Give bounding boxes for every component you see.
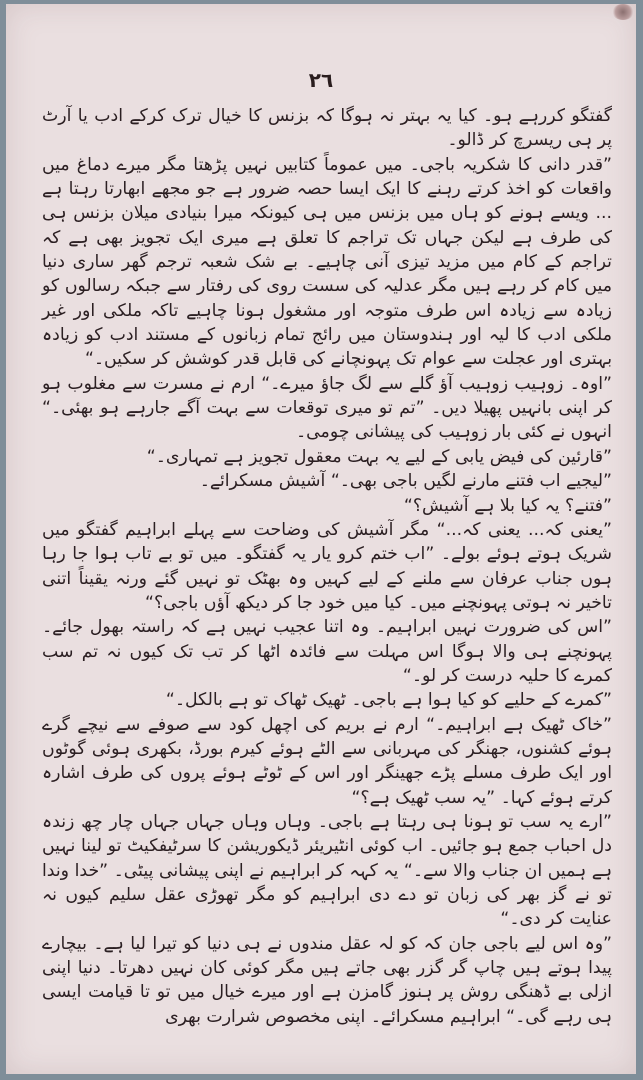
paragraph: ”قدر دانی کا شکریہ باجی۔ میں عموماً کتابیں نہیں پڑھتا مگر میرے دماغ میں واقعات کو اخذ کرتے رہنے کا ایک ایسا حصہ ضرور ہے جو مجھے ابھارتا رہتا ہے ... ویسے ہونے کو ہاں میں بزنس میں ہی کیونکہ میرا بنیادی میلان بزنس ہی کی طرف ہے لیکن جہاں تک تراجم کا تعلق ہے میری ایک تجویز بھی ہے کہ تراجم کے کام میں مزید تیزی آنی چاہیے۔ بے شک شعبہ ترجم گھر ساری دنیا میں کام کر رہے ہیں مگر عدلیہ کی سست روی کی رفتار سے جبکہ رسالوں کو زیادہ سے زیادہ اس طرف متوجہ اور مشغول ہونا چاہیے تاکہ ملکی اور غیر ملکی ادب کا لیہ اور ہندوستان میں رائج تمام زبانوں کے مستند ادب کو زیادہ بہتری اور عجلت سے عوام تک پہونچانے کی قابل قدر کوشش کر سکیں۔“	[42, 154, 612, 370]
paragraph: ”اس کی ضرورت نہیں ابراہیم۔ وہ اتنا عجیب نہیں ہے کہ راستہ بھول جائے۔ پہونچنے ہی والا ہوگا اس مہلت سے فائدہ اٹھا کر تب تک کیوں نہ تم سب کمرے کا حلیہ درست کر لو۔“	[42, 617, 612, 686]
paragraph: ”ارے یہ سب تو ہونا ہی رہتا ہے باجی۔ وہاں وہاں جہاں جہاں چار چھ زندہ دل احباب جمع ہو جائیں۔ اب کوئی انٹیریئر ڈیکوریشن کا سرٹیفکیٹ تو لینا نہیں ہے ہمیں ان جناب والا سے۔“ یہ کہہ کر ابراہیم نے اپنی پیشانی پیٹی۔ ”خدا وندا تو نے گز بھر کی زبان تو دے دی ابراہیم کو مگر تھوڑی عقل سلیم کیوں نہ عنایت کر دی۔“	[42, 811, 612, 930]
paragraph: ”کمرے کے حلیے کو کیا ہوا ہے باجی۔ ٹھیک ٹھاک تو ہے بالکل۔“	[165, 690, 612, 711]
paragraph: ”قارئین کی فیض یابی کے لیے یہ بہت معقول تجویز ہے تمہاری۔“	[146, 446, 612, 467]
paragraph: ”وہ اس لیے باجی جان کہ کو لہ عقل مندوں نے ہی دنیا کو تیرا لیا ہے۔ بیچارے پیدا ہوتے ہیں چاپ گر گزر بھی جاتے ہیں مگر کوئی کان نہیں دھرتا۔ دنیا اپنی ازلی بے ڈھنگی روش پر ہنوز گامزن ہے اور میرے خیال میں تو تا قیامت ایسی ہی رہے گی۔“ ابراہیم مسکرائے۔ اپنی مخصوص شرارت بھری	[42, 933, 612, 1027]
paper-stain	[612, 4, 634, 20]
paragraph: ”اوہ۔ زوہیب زوہیب آؤ گلے سے لگ جاؤ میرے۔“ ارم نے مسرت سے مغلوب ہو کر اپنی بانہیں پھیلا دیں۔ ”تم تو میری توقعات سے بہت آگے جارہے ہو بھئی۔“ انہوں نے کئی بار زوہیب کی پیشانی چومی۔	[42, 373, 612, 443]
paragraph: ”یعنی کہ... یعنی کہ...“ مگر آشیش کی وضاحت سے پہلے ابراہیم گفتگو میں شریک ہوتے ہوئے بولے۔ ”اب ختم کرو یار یہ گفتگو۔ میں تو بے تاب ہوا جا رہا ہوں جناب عرفان سے ملنے کے لیے کہیں وہ بھٹک تو نہیں گئے ورنہ یقیناً اتنی تاخیر نہ ہوتی پہونچنے میں۔ کیا میں خود جا کر دیکھ آؤں باجی؟“	[42, 519, 612, 613]
paragraph: ”خاک ٹھیک ہے ابراہیم۔“ ارم نے بریم کی اچھل کود سے صوفے سے نیچے گرے ہوئے کشنوں، جھنگر کی مہربانی سے الٹے ہوئے کیرم بورڈ، بکھری ہوئی گوٹوں اور ایک طرف مسلے پڑے جھینگر اور اس کے ٹوٹے ہوئے پروں کی طرف اشارہ کرتے ہوئے کہا۔ ”یہ سب ٹھیک ہے؟“	[42, 714, 612, 808]
body-text	[42, 104, 612, 1049]
paragraph: ”لیجیے اب فتنے مارنے لگیں باجی بھی۔“ آشیش مسکرائے۔	[199, 471, 612, 492]
paragraph: ”فتنے؟ یہ کیا بلا ہے آشیش؟“	[403, 495, 612, 516]
paragraph: گفتگو کررہے ہو۔ کیا یہ بہتر نہ ہوگا کہ بزنس کا خیال ترک کرکے ادب یا آرٹ پر ہی ریسرچ کر ڈالو۔	[42, 106, 612, 151]
book-page	[6, 4, 636, 1074]
page-number: ٢٦	[308, 68, 334, 92]
